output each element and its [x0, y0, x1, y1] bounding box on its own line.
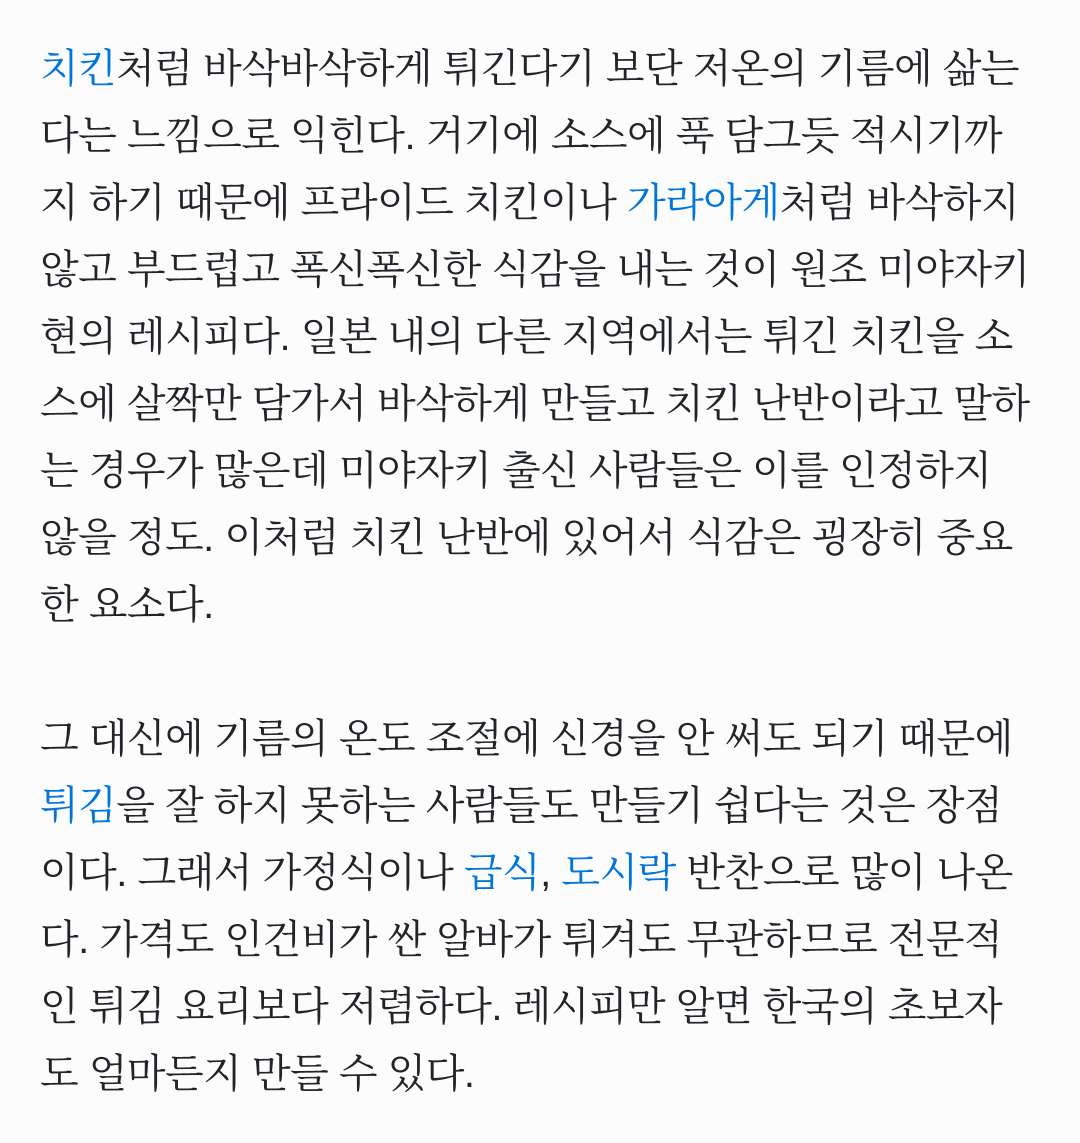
- wiki-link[interactable]: 가라아게: [627, 181, 780, 225]
- text-run: 반찬으로 많이 나온다. 가격도 인건비가 싼 알바가 튀겨도 무관하므로 전문적인 튀김 요리보다 저렴하다. 레시피만 알면 한국의 초보자도 얼마든지 만들 수 있다.: [40, 851, 1013, 1096]
- wiki-link[interactable]: 치킨: [40, 47, 117, 91]
- article-paragraphs: [40, 36, 1040, 1108]
- text-run: 을 잘 하지 못하는 사람들도 만들기 쉽다는 것은 장점이다. 그래서 가정식이나: [40, 784, 1003, 895]
- wiki-link[interactable]: 도시락: [561, 851, 676, 895]
- paragraph: [40, 36, 1040, 639]
- text-run: ,: [540, 851, 562, 895]
- text-run: 처럼 바삭바삭하게 튀긴다기 보단 저온의 기름에 삶는다는 느낌으로 익힌다. 거기에 소스에 푹 담그듯 적시기까지 하기 때문에 프라이드 치킨이나: [40, 47, 1020, 225]
- paragraph: [40, 706, 1040, 1108]
- text-run: 처럼 바삭하지 않고 부드럽고 폭신폭신한 식감을 내는 것이 원조 미야자키 현의 레시피다. 일본 내의 다른 지역에서는 튀긴 치킨을 소스에 살짝만 담가서 바삭하게 만들고 치킨 난반이라고 말하는 경우가 많은데 미야자키 출신 사람들은 이를 인정하지 않을 정도. 이처럼 치킨 난반에 있어서 식감은 굉장히 중요한 요소다.: [40, 181, 1030, 627]
- wiki-link[interactable]: 급식: [463, 851, 541, 895]
- wiki-link[interactable]: 튀김: [40, 784, 117, 828]
- text-run: 그 대신에 기름의 온도 조절에 신경을 안 써도 되기 때문에: [40, 717, 1013, 761]
